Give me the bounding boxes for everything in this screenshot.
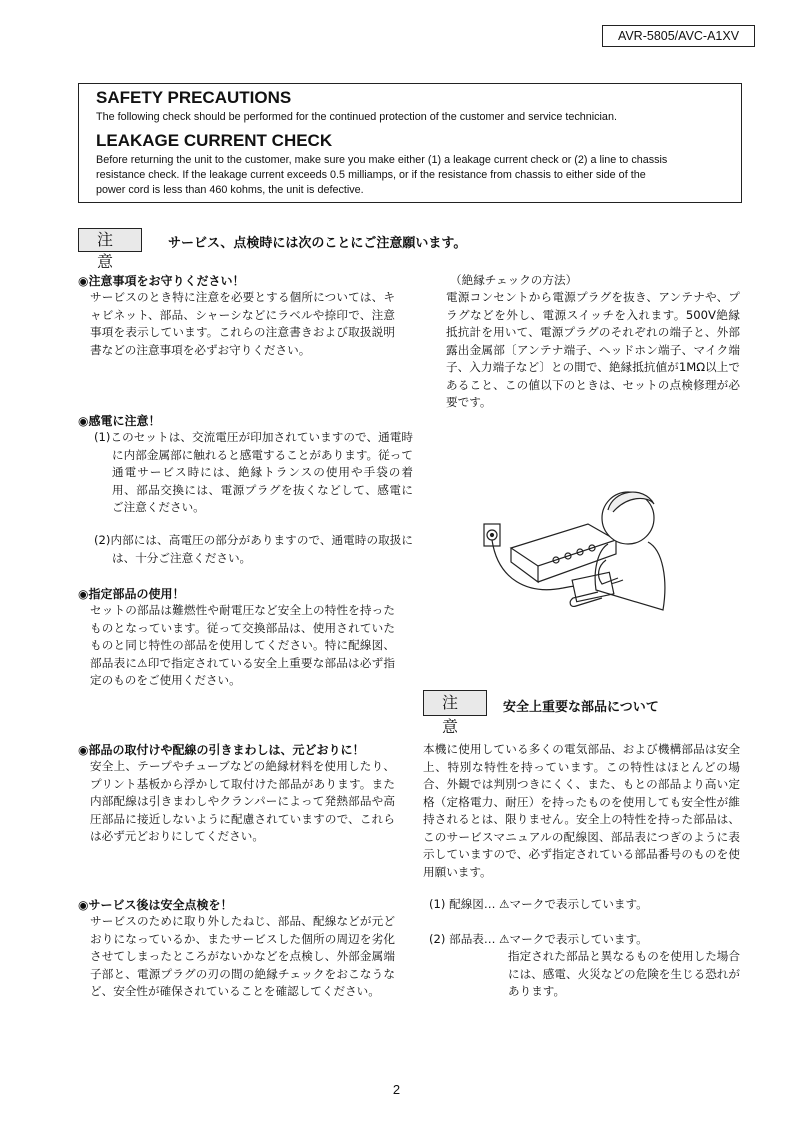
section-body-observe: サービスのとき特に注意を必要とする個所については、キャビネット、部品、シャーシなどにラベルや捺印で、注意事項を表示しています。これらの注意書きおよび取扱説明書などの注意事項を必ずお守りください。	[90, 290, 395, 357]
section-title-wiring: ◉部品の取付けや配線の引きまわしは、元どおりに！	[78, 743, 365, 757]
important-parts-item-2: (2) 部品表… ⚠マークで表示しています。	[429, 932, 648, 946]
caution-heading-2: 安全上重要な部品について	[503, 700, 659, 715]
section-body-parts: セットの部品は難燃性や耐電圧など安全上の特性を持ったものとなっています。従って交換部品は、使用されていたものと同じ特性の部品を使用してください。特に配線図、部品表に⚠印で指定されている安全上重要な部品は必ず指定のものをご使用ください。	[90, 603, 395, 687]
safety-precautions-box	[78, 83, 742, 203]
leakage-line-1: Before returning the unit to the customer, make sure you make either (1) a leakage current check or (2) a line to chassis	[96, 154, 668, 166]
leakage-line-2: resistance check. If the leakage current exceeds 0.5 milliamps, or if the resistance from chassis to either side of the	[96, 169, 646, 181]
caution-label-2: 注 意	[423, 690, 487, 716]
page-number: 2	[392, 1082, 401, 1097]
section-title-parts: ◉指定部品の使用！	[78, 587, 185, 601]
insulation-check-title: （絶縁チェックの方法）	[450, 273, 578, 287]
insulation-check-body: 電源コンセントから電源プラグを抜き、アンテナや、プラグなどを外し、電源スイッチを入れます。500V絶縁抵抗計を用いて、電源プラグのそれぞれの端子と、外部露出金属部〔アンテナ端子、ヘッドホン端子、マイク端子、入力端子など〕との間で、絶縁抵抗値が1MΩ以上であること、この値以下のときは、セットの点検修理が必要です。	[446, 290, 740, 409]
important-parts-note: 指定された部品と異なるものを使用した場合には、感電、火災などの危険を生じる恐れがあります。	[508, 949, 740, 998]
safety-subtitle: The following check should be performed for the continued protection of the customer and service technician.	[96, 111, 617, 123]
caution-heading: サービス、点検時には次のことにご注意願います。	[168, 236, 467, 251]
shock-item-2: (2)内部には、高電圧の部分がありますので、通電時の取扱には、十分ご注意ください。	[94, 533, 413, 565]
leakage-title: LEAKAGE CURRENT CHECK	[96, 131, 333, 150]
safety-title: SAFETY PRECAUTIONS	[96, 88, 292, 107]
section-body-after-service: サービスのために取り外したねじ、部品、配線などが元どおりになっているか、またサービスした個所の周辺を劣化させてしまったところがないかなどを点検し、外部金属端子部と、電源プラグの刃の間の絶縁チェックをおこなうなど、安全性が確保されていることを確認してください。	[90, 914, 395, 998]
technician-illustration	[478, 480, 678, 620]
important-parts-item-1: (1) 配線図… ⚠マークで表示しています。	[429, 897, 648, 911]
leakage-line-3: power cord is less than 460 kohms, the unit is defective.	[96, 184, 364, 196]
section-title-after-service: ◉サービス後は安全点検を！	[78, 898, 233, 912]
important-parts-body: 本機に使用している多くの電気部品、および機構部品は安全上、特別な特性を持っています。この特性はほとんどの場合、外観では判別つきにくく、また、もとの部品より高い定格（定格電力、耐圧）を持ったものを使用しても安全性が維持されるとは、限りません。安全上の特性を持った部品は、このサービスマニュアルの配線図、部品表につぎのように表示していますので、必ず指定されている部品番号のものを使用願います。	[423, 742, 740, 879]
shock-item-1: (1)このセットは、交流電圧が印加されていますので、通電時に内部金属部に触れると感電することがあります。従って通電サービス時には、絶縁トランスの使用や手袋の着用、部品交換には、電源プラグを抜くなどして、感電にご注意ください。	[94, 430, 413, 514]
section-title-observe: ◉注意事項をお守りください！	[78, 274, 245, 288]
caution-label: 注 意	[78, 228, 142, 252]
model-number: AVR-5805/AVC-A1XV	[602, 25, 755, 47]
section-title-shock: ◉感電に注意！	[78, 414, 161, 428]
section-body-wiring: 安全上、テープやチューブなどの絶縁材料を使用したり、プリント基板から浮かして取付けた部品があります。また内部配線は引きまわしやクランパーによって発熱部品や高圧部品に接近しないように配慮されていますので、これらは必ず元どおりにしてください。	[90, 759, 395, 843]
